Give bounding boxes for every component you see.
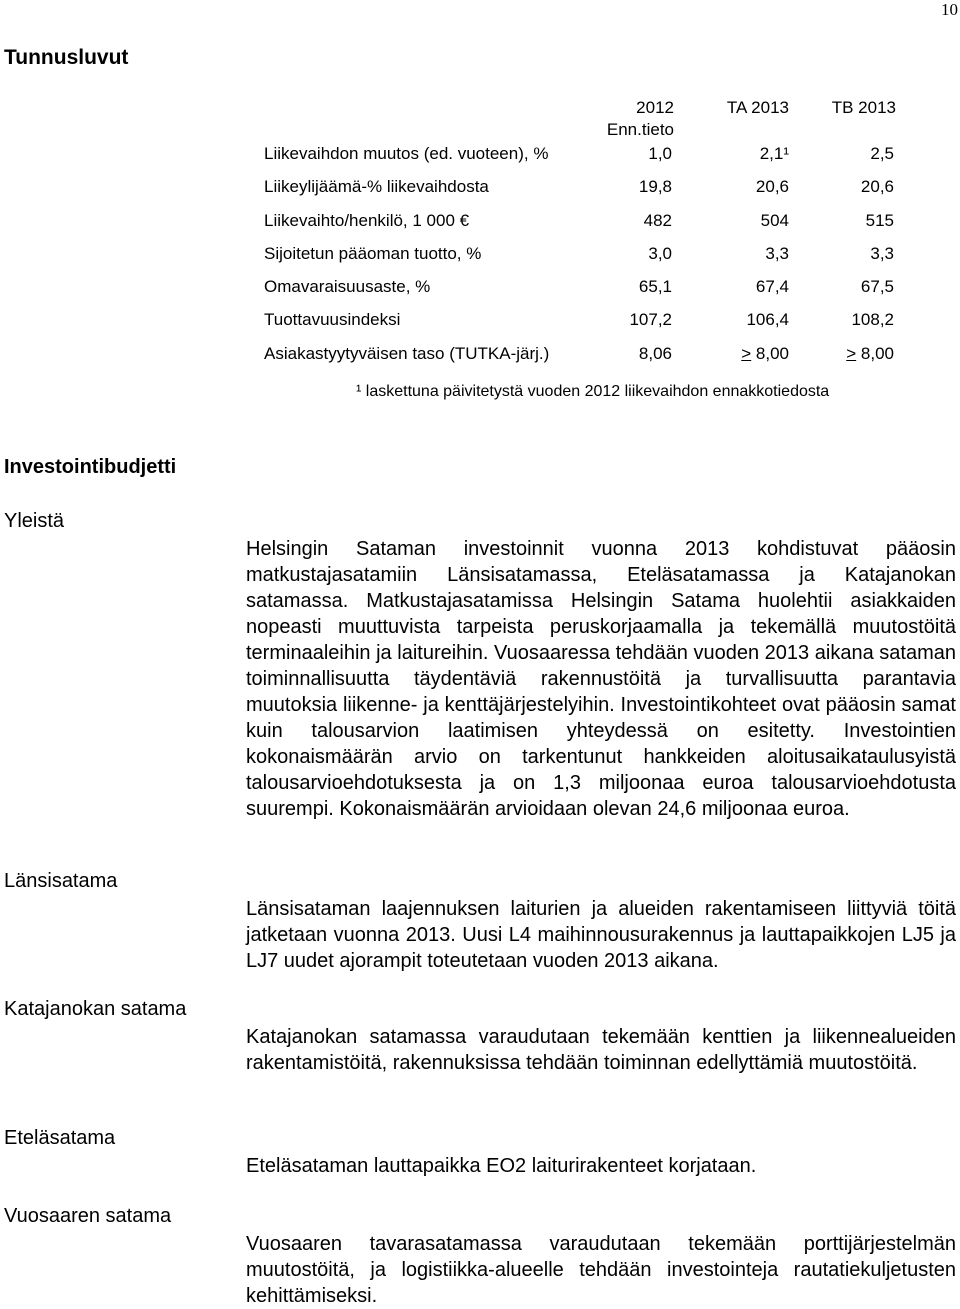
cell-tb2013: 108,2 — [851, 310, 894, 330]
heading-investments: Investointibudjetti — [4, 456, 177, 478]
cell-2012: 8,06 — [638, 343, 672, 363]
section-text-yleista: Helsingin Sataman investoinnit vuonna 2013 kohdistuvat pääosin matkustajasatamiin Länsisatamassa, Eteläsatamassa ja Katajanokan satamassa. Matkustajasatamissa Helsingin Satama huolehtii asiakkaiden nopeasti muuttuvista tarpeista peruskorjaamalla ja tekemällä muutostöitä terminaaleihin ja laitureihin. Vuosaaressa tehdään vuoden 2013 aikana sataman toiminnallisuutta täydentäviä rakennustöitä ja turvallisuutta parantavia muutoksia liikenne- ja kenttäjärjestelyihin. Investointikohteet ovat pääosin samat kuin talousarvion laatimisen yhteydessä on esitetty. Investointien kokonaismäärän arvio on tarkentunut hankkeiden aloitusaikataulusyistä talousarvioehdotuksesta ja on 1,3 miljoonaa euroa talousarvioehdotusta suurempi. Kokonaismäärän arvioidaan olevan 24,6 miljoonaa euroa. — [246, 538, 956, 820]
cell-ta2013: 20,6 — [755, 177, 789, 197]
section-label-etelasatama: Eteläsatama — [4, 1127, 116, 1149]
cell-ta2013: 67,4 — [755, 277, 789, 297]
cell-ta2013: > 8,00 — [741, 343, 789, 363]
gte-sign: > — [741, 343, 752, 363]
gte-sign: > — [846, 343, 857, 363]
cell-ta2013: 106,4 — [746, 310, 789, 330]
cell-tb2013: > 8,00 — [846, 343, 894, 363]
section-label-lansisatama: Länsisatama — [4, 870, 118, 892]
cell-ta2013: 2,1¹ — [759, 144, 789, 163]
section-label-vuosaari: Vuosaaren satama — [4, 1205, 172, 1227]
row-label: Liikeylijäämä-% liikevaihdosta — [264, 177, 489, 197]
table-row — [264, 276, 904, 309]
cell-tb2013: 20,6 — [860, 177, 894, 197]
table-row — [264, 176, 904, 209]
row-label: Sijoitetun pääoman tuotto, % — [264, 243, 482, 263]
row-label: Liikevaihdon muutos (ed. vuoteen), % — [264, 144, 549, 163]
cell-ta2013: 3,3 — [765, 243, 789, 263]
cell-ta2013: 504 — [760, 210, 789, 230]
table-row — [264, 210, 904, 243]
cell-2012: 107,2 — [629, 310, 672, 330]
cell-2012: 3,0 — [648, 243, 672, 263]
section-label-yleista: Yleistä — [4, 510, 65, 532]
key-figures-table — [264, 97, 904, 376]
section-label-katajanokka: Katajanokan satama — [4, 998, 187, 1020]
cell-tb2013: 3,3 — [870, 243, 894, 263]
page-number: 10 — [941, 0, 958, 19]
cell-tb2013: 515 — [865, 210, 894, 230]
row-label: Tuottavuusindeksi — [264, 310, 401, 330]
cell-2012: 19,8 — [638, 177, 672, 197]
section-text-etelasatama: Eteläsataman lauttapaikka EO2 laiturirakenteet korjataan. — [246, 1155, 757, 1177]
column-header-ta2013: TA 2013 — [726, 98, 789, 117]
cell-2012: 482 — [643, 210, 672, 230]
cell-2012: 65,1 — [638, 277, 672, 297]
cell-tb2013: 2,5 — [870, 144, 894, 163]
column-header-2012: 2012 Enn.tieto — [606, 98, 674, 139]
table-row — [264, 243, 904, 276]
table-row — [264, 343, 904, 376]
cell-2012: 1,0 — [648, 144, 672, 163]
row-label: Omavaraisuusaste, % — [264, 277, 431, 297]
table-row — [264, 309, 904, 342]
table-header — [264, 97, 904, 143]
row-label: Asiakastyytyväisen taso (TUTKA-järj.) — [264, 343, 550, 363]
table-row — [264, 143, 904, 176]
column-header-tb2013: TB 2013 — [831, 98, 896, 117]
section-text-katajanokka: Katajanokan satamassa varaudutaan tekemään kenttien ja liikennealueiden rakentamistöitä, rakennuksissa tehdään toiminnan edellyttämiä muutostöitä. — [246, 1026, 956, 1074]
cell-tb2013: 67,5 — [860, 277, 894, 297]
table-footnote: ¹ laskettuna päivitetystä vuoden 2012 liikevaihdon ennakkotiedosta — [356, 383, 830, 400]
row-label: Liikevaihto/henkilö, 1 000 € — [264, 210, 470, 230]
section-text-lansisatama: Länsisataman laajennuksen laiturien ja alueiden rakentamiseen liittyviä töitä jatketaan vuonna 2013. Uusi L4 maihinnousurakennus ja lauttapaikkojen LJ5 ja LJ7 uudet ajorampit toteutetaan vuoden 2013 aikana. — [246, 898, 956, 972]
heading-key-figures: Tunnusluvut — [4, 46, 129, 69]
section-text-vuosaari: Vuosaaren tavarasatamassa varaudutaan tekemään porttijärjestelmän muutostöitä, ja logistiikka-alueelle tehdään investointeja rautatiekuljetusten kehittämiseksi. — [246, 1233, 956, 1307]
